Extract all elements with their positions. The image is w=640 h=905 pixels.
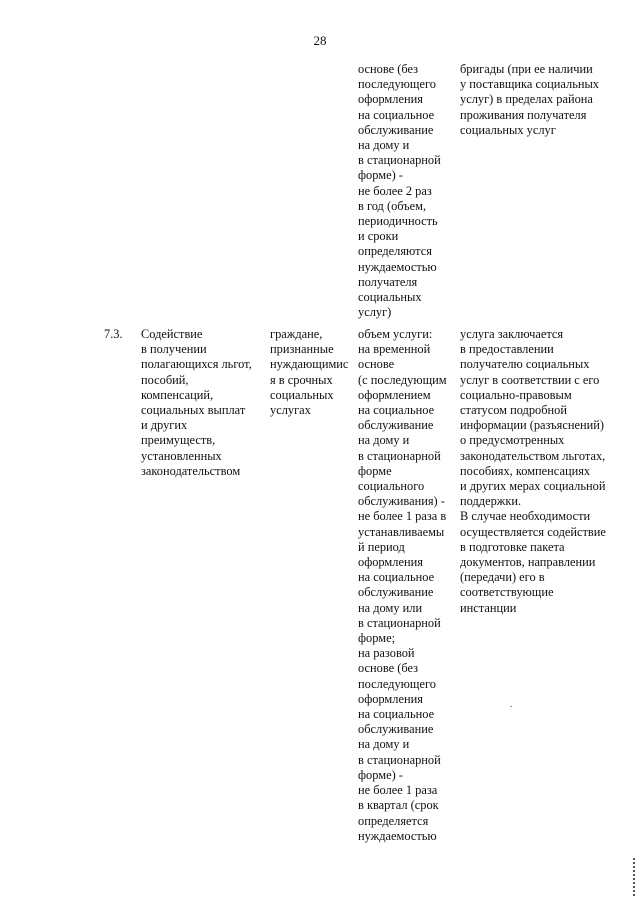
service-description-cell: услуга заключается в предоставлении получателю социальных услуг в соответствии с его социально-правовым статусом подробной информации (разъяснений) о предусмотренных законодательством льготах, пособиях, компенсациях и других мерах социальной поддержки. В случае необходимости осуществляется содействие в подготовке пакета документов, направлении (передачи) его в соответствующие инстанции: [460, 327, 606, 615]
scan-edge-mark: [633, 858, 640, 896]
row-number-cell: 7.3.: [104, 327, 123, 341]
scan-speck: [510, 706, 512, 707]
recipients-cell: граждане, признанные нуждающимис я в срочных социальных услугах: [270, 327, 349, 418]
service-name-cell: Содействие в получении полагающихся льгот, пособий, компенсаций, социальных выплат и других преимуществ, установленных законодательством: [141, 327, 252, 478]
continuation-description-cell: бригады (при ее наличии у поставщика социальных услуг) в пределах района проживания получателя социальных услуг: [460, 62, 599, 137]
service-condition-cell: объем услуги: на временной основе (с последующим оформлением на социальное обслуживание на дому и в стационарной форме социального обслуживания) - не более 1 раза в устанавливаемы й период оформления на социальное обслуживание на дому или в стационарной форме; на разовой основе (без последующего оформления на социальное обслуживание на дому и в стационарной форме) - не более 1 раза в квартал (срок определяется нуждаемостью: [358, 327, 447, 843]
page-number: 28: [313, 33, 327, 48]
continuation-condition-cell: основе (без последующего оформления на социальное обслуживание на дому и в стационарной форме) - не более 2 раз в год (объем, периодичность и сроки определяются нуждаемостью получателя социальных услуг): [358, 62, 441, 320]
